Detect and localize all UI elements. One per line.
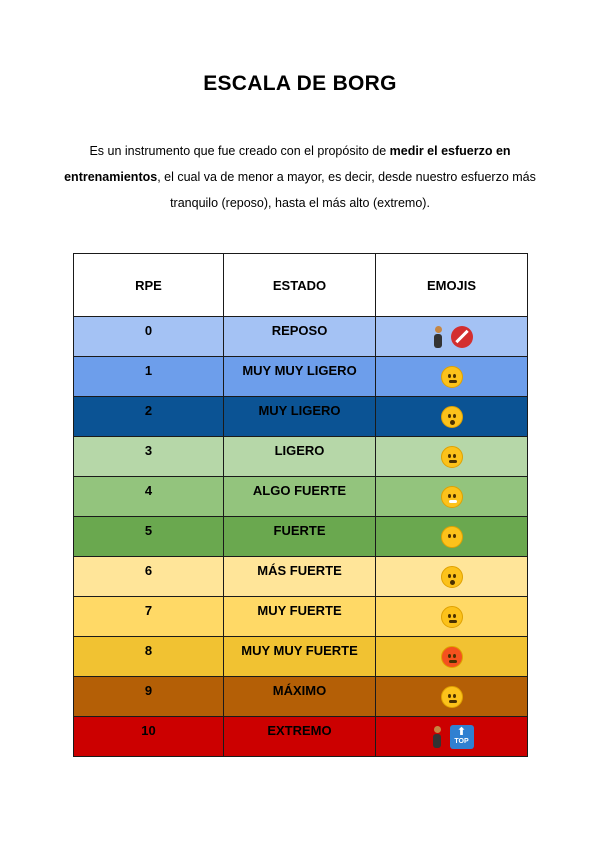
no-pedestrians-icon bbox=[451, 326, 473, 348]
estado-cell: MUY MUY FUERTE bbox=[224, 637, 376, 677]
rpe-cell: 7 bbox=[74, 597, 224, 637]
person-running-icon bbox=[430, 726, 444, 748]
table-row bbox=[74, 517, 528, 557]
flushed-face-icon bbox=[441, 606, 463, 628]
emoji-cell bbox=[376, 317, 528, 357]
top-label: TOP bbox=[454, 737, 469, 745]
star-struck-face-icon bbox=[441, 686, 463, 708]
rpe-cell: 6 bbox=[74, 557, 224, 597]
estado-cell: MUY FUERTE bbox=[224, 597, 376, 637]
emoji-cell bbox=[376, 677, 528, 717]
emoji-cell bbox=[376, 397, 528, 437]
estado-cell: ALGO FUERTE bbox=[224, 477, 376, 517]
intro-paragraph bbox=[60, 138, 540, 216]
table-row bbox=[74, 437, 528, 477]
woozy-face-icon bbox=[441, 446, 463, 468]
person-kneeling-icon bbox=[431, 326, 445, 348]
estado-cell: LIGERO bbox=[224, 437, 376, 477]
estado-cell: REPOSO bbox=[224, 317, 376, 357]
table-header-row bbox=[74, 254, 528, 317]
face-without-mouth-icon bbox=[441, 526, 463, 548]
emoji-cell bbox=[376, 717, 528, 757]
table-row bbox=[74, 597, 528, 637]
borg-scale-table bbox=[73, 253, 528, 757]
table-row bbox=[74, 637, 528, 677]
emoji-cell bbox=[376, 517, 528, 557]
estado-cell: MUY MUY LIGERO bbox=[224, 357, 376, 397]
estado-cell: FUERTE bbox=[224, 517, 376, 557]
hot-face-icon bbox=[441, 646, 463, 668]
intro-text-2: , el cual va de menor a mayor, es decir, desde nuestro esfuerzo más tranquilo (reposo), hasta el más alto (extremo). bbox=[157, 170, 536, 210]
rpe-cell: 2 bbox=[74, 397, 224, 437]
rpe-cell: 8 bbox=[74, 637, 224, 677]
estado-cell: MÁS FUERTE bbox=[224, 557, 376, 597]
rpe-cell: 10 bbox=[74, 717, 224, 757]
rpe-cell: 1 bbox=[74, 357, 224, 397]
emoji-cell bbox=[376, 557, 528, 597]
intro-bold-text: medir el esfuerzo en entrenamientos bbox=[64, 144, 511, 184]
table-row bbox=[74, 717, 528, 757]
table-row bbox=[74, 357, 528, 397]
yawning-face-icon bbox=[441, 406, 463, 428]
sleeping-face-icon bbox=[441, 366, 463, 388]
emoji-cell bbox=[376, 637, 528, 677]
top-arrow-icon: ⬆ TOP bbox=[450, 725, 474, 749]
emoji-cell bbox=[376, 437, 528, 477]
table-row bbox=[74, 317, 528, 357]
table-row bbox=[74, 677, 528, 717]
grimacing-face-icon bbox=[441, 486, 463, 508]
estado-cell: MUY LIGERO bbox=[224, 397, 376, 437]
rpe-cell: 9 bbox=[74, 677, 224, 717]
rpe-cell: 5 bbox=[74, 517, 224, 557]
header-rpe: RPE bbox=[74, 254, 224, 317]
hushed-face-icon bbox=[441, 566, 463, 588]
emoji-cell bbox=[376, 597, 528, 637]
intro-text-1: Es un instrumento que fue creado con el propósito de bbox=[89, 144, 390, 158]
estado-cell: EXTREMO bbox=[224, 717, 376, 757]
emoji-cell bbox=[376, 477, 528, 517]
emoji-cell bbox=[376, 357, 528, 397]
table-row bbox=[74, 477, 528, 517]
rpe-cell: 3 bbox=[74, 437, 224, 477]
header-emojis: EMOJIS bbox=[376, 254, 528, 317]
estado-cell: MÁXIMO bbox=[224, 677, 376, 717]
page-title: ESCALA DE BORG bbox=[203, 72, 397, 95]
table-row bbox=[74, 557, 528, 597]
table-row bbox=[74, 397, 528, 437]
header-estado: ESTADO bbox=[224, 254, 376, 317]
rpe-cell: 4 bbox=[74, 477, 224, 517]
rpe-cell: 0 bbox=[74, 317, 224, 357]
